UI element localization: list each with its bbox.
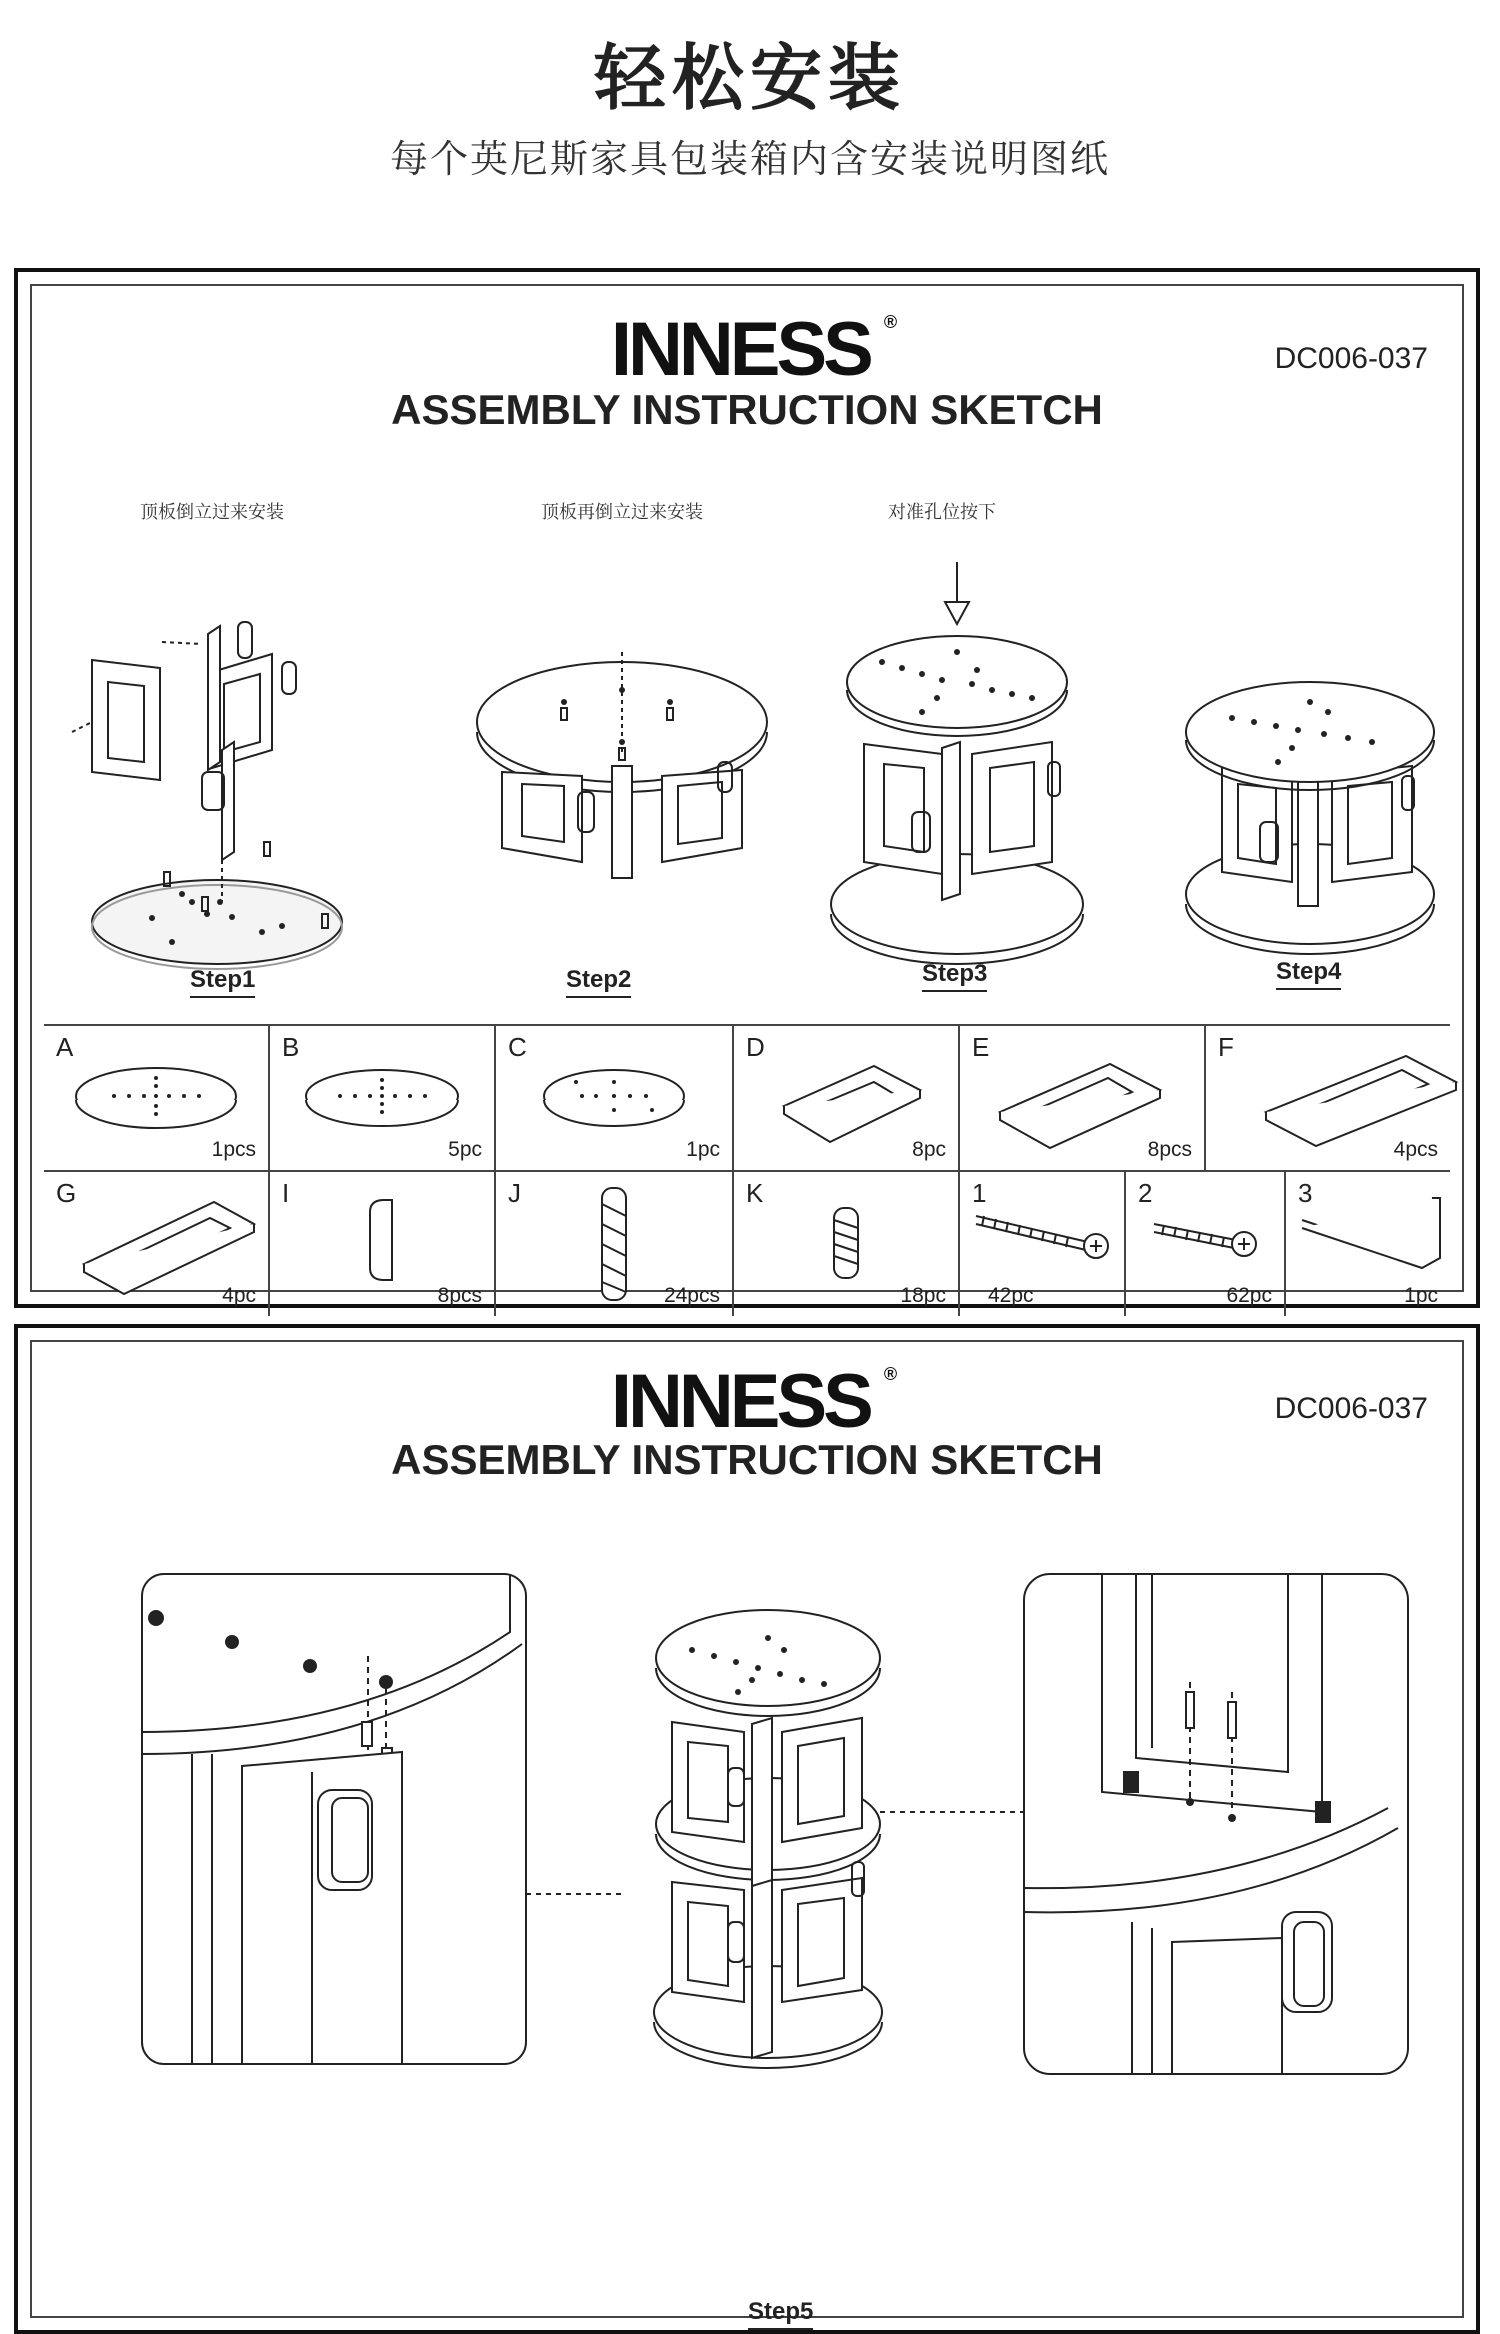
part-letter: D xyxy=(746,1032,765,1062)
part-i xyxy=(270,1172,496,1316)
part-qty: 1pcs xyxy=(211,1138,256,1161)
part-letter: A xyxy=(56,1032,74,1062)
part-letter: B xyxy=(282,1032,300,1062)
part-2 xyxy=(1126,1172,1286,1316)
part-letter: 1 xyxy=(972,1178,987,1208)
part-letter: J xyxy=(508,1178,521,1208)
right-detail-drawing xyxy=(1024,1574,1408,2074)
registered-mark: ® xyxy=(883,1364,898,1384)
part-letter: G xyxy=(56,1178,77,1208)
part-letter: C xyxy=(508,1032,527,1062)
part-letter: F xyxy=(1218,1032,1234,1062)
part-letter: K xyxy=(746,1178,764,1208)
registered-mark: ® xyxy=(883,312,898,332)
step1-note: 顶板倒立过来安装 xyxy=(140,502,284,523)
part-a xyxy=(44,1026,270,1170)
brand-logo xyxy=(32,1358,1462,1445)
step2-note: 顶板再倒立过来安装 xyxy=(541,502,703,523)
part-f xyxy=(1206,1026,1450,1170)
step3-drawing xyxy=(831,562,1083,964)
model-code: DC006-037 xyxy=(1274,1392,1428,1425)
part-qty: 5pc xyxy=(448,1138,482,1161)
step4-label: Step4 xyxy=(1276,958,1341,990)
parts-list xyxy=(44,1024,1450,1314)
part-b xyxy=(270,1026,496,1170)
left-detail-drawing xyxy=(142,1574,526,2064)
part-qty: 1pc xyxy=(1404,1284,1438,1307)
step1-label: Step1 xyxy=(190,966,255,998)
part-qty: 4pcs xyxy=(1393,1138,1438,1161)
model-code: DC006-037 xyxy=(1274,342,1428,375)
brand-name: INNESS xyxy=(610,307,870,392)
steps-illustration xyxy=(42,522,1462,992)
page-subtitle: 每个英尼斯家具包装箱内含安装说明图纸 xyxy=(389,137,1110,181)
parts-row-2 xyxy=(44,1170,1450,1316)
sketch-title: ASSEMBLY INSTRUCTION SKETCH xyxy=(391,1436,1103,1483)
step3-note: 对准孔位按下 xyxy=(888,502,996,523)
brand-name: INNESS xyxy=(610,1359,870,1444)
part-g xyxy=(44,1172,270,1316)
part-qty: 18pc xyxy=(900,1284,946,1307)
part-e xyxy=(960,1026,1206,1170)
part-k xyxy=(734,1172,960,1316)
part-qty: 8pcs xyxy=(1147,1138,1192,1161)
instruction-sheet-2 xyxy=(14,1324,1480,2334)
sheet-1-frame xyxy=(30,284,1464,1307)
part-qty: 24pcs xyxy=(663,1284,720,1307)
step2-drawing xyxy=(477,652,767,878)
part-d xyxy=(734,1026,960,1170)
parts-row-1 xyxy=(44,1026,1450,1170)
part-1 xyxy=(960,1172,1126,1316)
step4-drawing xyxy=(1186,682,1434,954)
step1-drawing xyxy=(72,622,342,969)
sheet-2-frame xyxy=(30,1340,1464,2325)
step5-label: Step5 xyxy=(748,2298,813,2330)
part-qty: 8pcs xyxy=(437,1284,482,1307)
part-qty: 42pc xyxy=(988,1284,1034,1307)
long-screw-icon xyxy=(960,1172,1126,1316)
sketch-title: ASSEMBLY INSTRUCTION SKETCH xyxy=(391,386,1103,433)
center-assembly-drawing xyxy=(654,1610,882,2068)
part-c xyxy=(496,1026,734,1170)
part-j xyxy=(496,1172,734,1316)
part-qty: 62pc xyxy=(1226,1284,1272,1307)
part-letter: I xyxy=(282,1178,290,1208)
part-qty: 4pc xyxy=(222,1284,256,1307)
brand-logo xyxy=(32,306,1462,393)
part-qty: 1pc xyxy=(686,1138,720,1161)
part-letter: E xyxy=(972,1032,990,1062)
step5-illustration xyxy=(32,1572,1472,2262)
step2-label: Step2 xyxy=(566,966,631,998)
frame-panel-icon xyxy=(1206,1026,1496,1170)
step3-label: Step3 xyxy=(922,960,987,992)
instruction-sheet-1 xyxy=(14,268,1480,1308)
part-qty: 8pc xyxy=(912,1138,946,1161)
part-letter: 3 xyxy=(1298,1178,1313,1208)
part-letter: 2 xyxy=(1138,1178,1153,1208)
page-title: 轻松安装 xyxy=(593,36,906,120)
part-3 xyxy=(1286,1172,1450,1316)
